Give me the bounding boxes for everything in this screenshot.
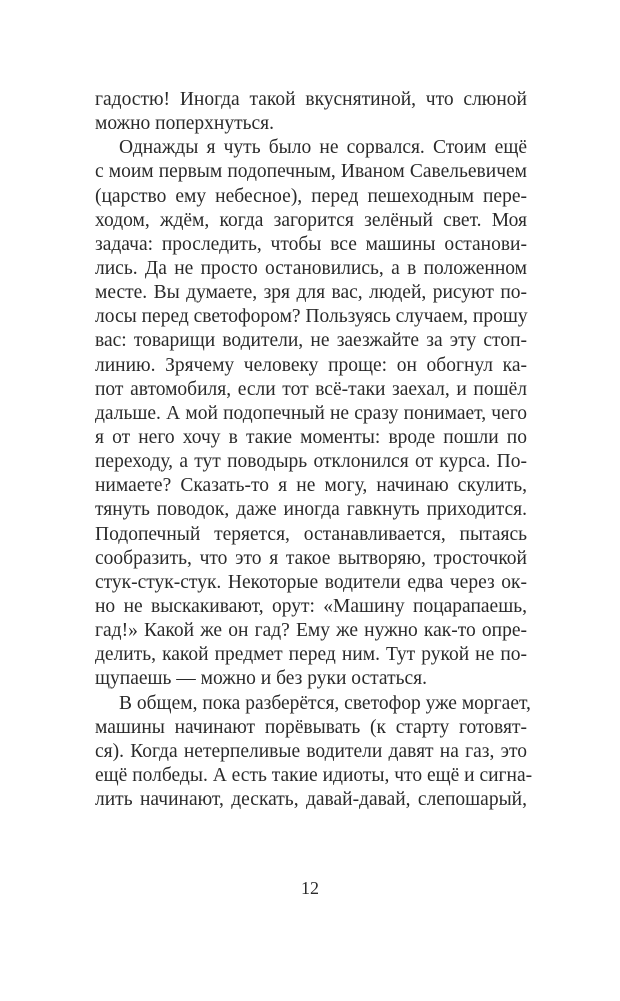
text-line: но не выскакивают, орут: «Машину поцарапаешь, [95, 595, 527, 617]
text-line: машины начинают порёвывать (к старту готовят- [95, 716, 527, 738]
text-line: я от него хочу в такие моменты: вроде пошли по [95, 426, 527, 448]
text-line: лись. Да не просто остановились, а в положенном [95, 257, 527, 279]
text-line: тянуть поводок, даже иногда гавкнуть приходится. [95, 499, 527, 521]
text-line: дальше. А мой подопечный не сразу понимает, чего [95, 402, 527, 424]
text-line: лить начинают, дескать, давай-давай, слепошарый, [95, 789, 527, 811]
text-line: месте. Вы думаете, зря для вас, людей, рисуют по- [95, 282, 527, 304]
text-line: задача: проследить, чтобы все машины останови- [95, 233, 527, 255]
text-line: делить, какой предмет перед ним. Тут рукой не по- [95, 644, 527, 666]
page-number: 12 [301, 878, 319, 898]
text-line: с моим первым подопечным, Иваном Савельевичем [95, 161, 527, 183]
text-line: сообразить, что это я такое вытворяю, тросточкой [95, 547, 527, 569]
text-line: пот автомобиля, если тот всё-таки заехал, и пошёл [95, 378, 527, 400]
text-line: гад!» Какой же он гад? Ему же нужно как-то опре- [95, 620, 527, 642]
body-text [95, 88, 533, 812]
text-line: В общем, пока разберётся, светофор уже моргает, [119, 692, 531, 714]
text-line: щупаешь — можно и без руки остаться. [95, 668, 427, 690]
text-line: линию. Зрячему человеку проще: он обогнул ка- [95, 354, 527, 376]
text-line: Подопечный теряется, останавливается, пытаясь [95, 523, 527, 545]
text-line: (царство ему небесное), перед пешеходным пере- [95, 185, 527, 207]
text-line: можно поперхнуться. [95, 113, 275, 135]
text-line: переходу, а тут поводырь отклонился от курса. По- [95, 451, 527, 473]
text-line: лосы перед светофором? Пользуясь случаем, прошу [95, 306, 528, 328]
text-line: вас: товарищи водители, не заезжайте за эту стоп- [95, 330, 527, 352]
text-line: ещё полбеды. А есть такие идиоты, что ещё и сигна- [95, 764, 533, 786]
text-line: Однажды я чуть было не сорвался. Стоим ещё [119, 137, 527, 159]
text-line: гадостю! Иногда такой вкуснятиной, что слюной [95, 89, 527, 110]
text-line: нимаете? Сказать-то я не могу, начинаю скулить, [95, 475, 527, 497]
text-line: ходом, ждём, когда загорится зелёный свет. Моя [95, 209, 527, 231]
text-line: ся). Когда нетерпеливые водители давят на газ, это [95, 740, 527, 762]
text-line: стук-стук-стук. Некоторые водители едва через ок- [95, 571, 527, 593]
